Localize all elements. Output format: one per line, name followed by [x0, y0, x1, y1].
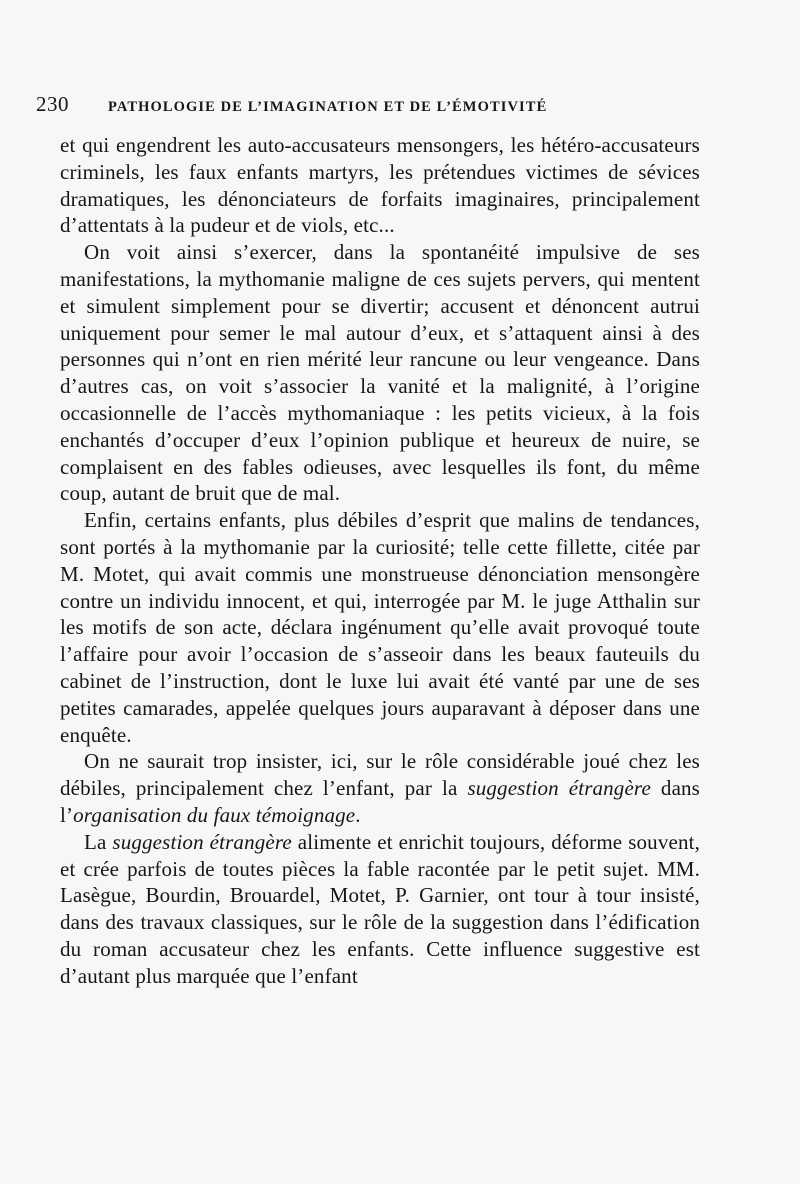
text-segment: La — [84, 829, 113, 854]
italic-term: suggestion étrangère — [467, 776, 651, 801]
running-title: PATHOLOGIE DE L’IMAGINATION ET DE L’ÉMOTIVITÉ — [108, 99, 548, 115]
text-segment: Enfin, certains enfants, plus débiles d’esprit que malins de tendances, sont portés à la mythomanie par la curiosité; telle cette fillette, citée par M. Motet, qui avait commis une monstrueuse dénonciation mensongère contre un individu innocent, et qui, interrogée par M. le juge Atthalin sur les motifs de son acte, déclara ingénument qu’elle avait provoqué toute l’affaire pour avoir l’occasion de s’asseoir dans les beaux fauteuils du cabinet de l’instruction, dont le luxe lui avait été vanté par une de ses petites camarades, appelée quelques jours auparavant à déposer dans une enquête. — [60, 508, 700, 747]
running-header — [36, 92, 700, 126]
paragraph — [60, 239, 700, 507]
paragraph — [60, 507, 700, 748]
paragraph — [60, 748, 700, 828]
text-segment: On voit ainsi s’exercer, dans la spontanéité impulsive de ses manifestations, la mythomanie maligne de ces sujets pervers, qui mentent et simulent simplement pour se divertir; accusent et dénoncent autrui uniquement pour semer le mal autour d’eux, et s’attaquent ainsi à des personnes qui n’ont en rien mérité leur rancune ou leur vengeance. Dans d’autres cas, on voit s’associer la vanité et la malignité, à l’origine occasionnelle de l’accès mythomaniaque : les petits vicieux, à la fois enchantés d’occuper d’eux l’opinion publique et heureux de nuire, se complaisent en des fables odieuses, avec lesquelles ils font, du même coup, autant de bruit que de mal. — [60, 240, 700, 506]
text-segment: et qui engendrent les auto-accusateurs mensongers, les hétéro-accusateurs criminels, les faux enfants martyrs, les prétendues victimes de sévices dramatiques, les dénonciateurs de forfaits imaginaires, principalement d’attentats à la pudeur et de viols, etc... — [60, 133, 700, 238]
italic-term: organisation du faux témoignage — [73, 802, 356, 827]
body-text — [60, 132, 700, 990]
text-segment: dans l’ — [60, 776, 701, 827]
text-segment: On ne saurait trop insister, ici, sur le rôle considérable joué chez les débiles, principalement chez l’enfant, par la — [60, 749, 700, 801]
text-segment: alimente et enrichit toujours, déforme souvent, et crée parfois de toutes pièces la fable racontée par le petit sujet. MM. Lasègue, Bourdin, Brouardel, Motet, P. Garnier, ont tour à tour insisté, dans des travaux classiques, sur le rôle de la suggestion dans l’édification du roman accusateur chez les enfants. Cette influence suggestive est d’autant plus marquée que l’enfant — [60, 829, 700, 988]
text-segment: . — [355, 802, 361, 827]
paragraph — [60, 829, 700, 990]
page-number: 230 — [36, 92, 69, 116]
paragraph — [60, 132, 700, 239]
book-page — [36, 92, 701, 990]
italic-term: suggestion étrangère — [112, 829, 292, 854]
